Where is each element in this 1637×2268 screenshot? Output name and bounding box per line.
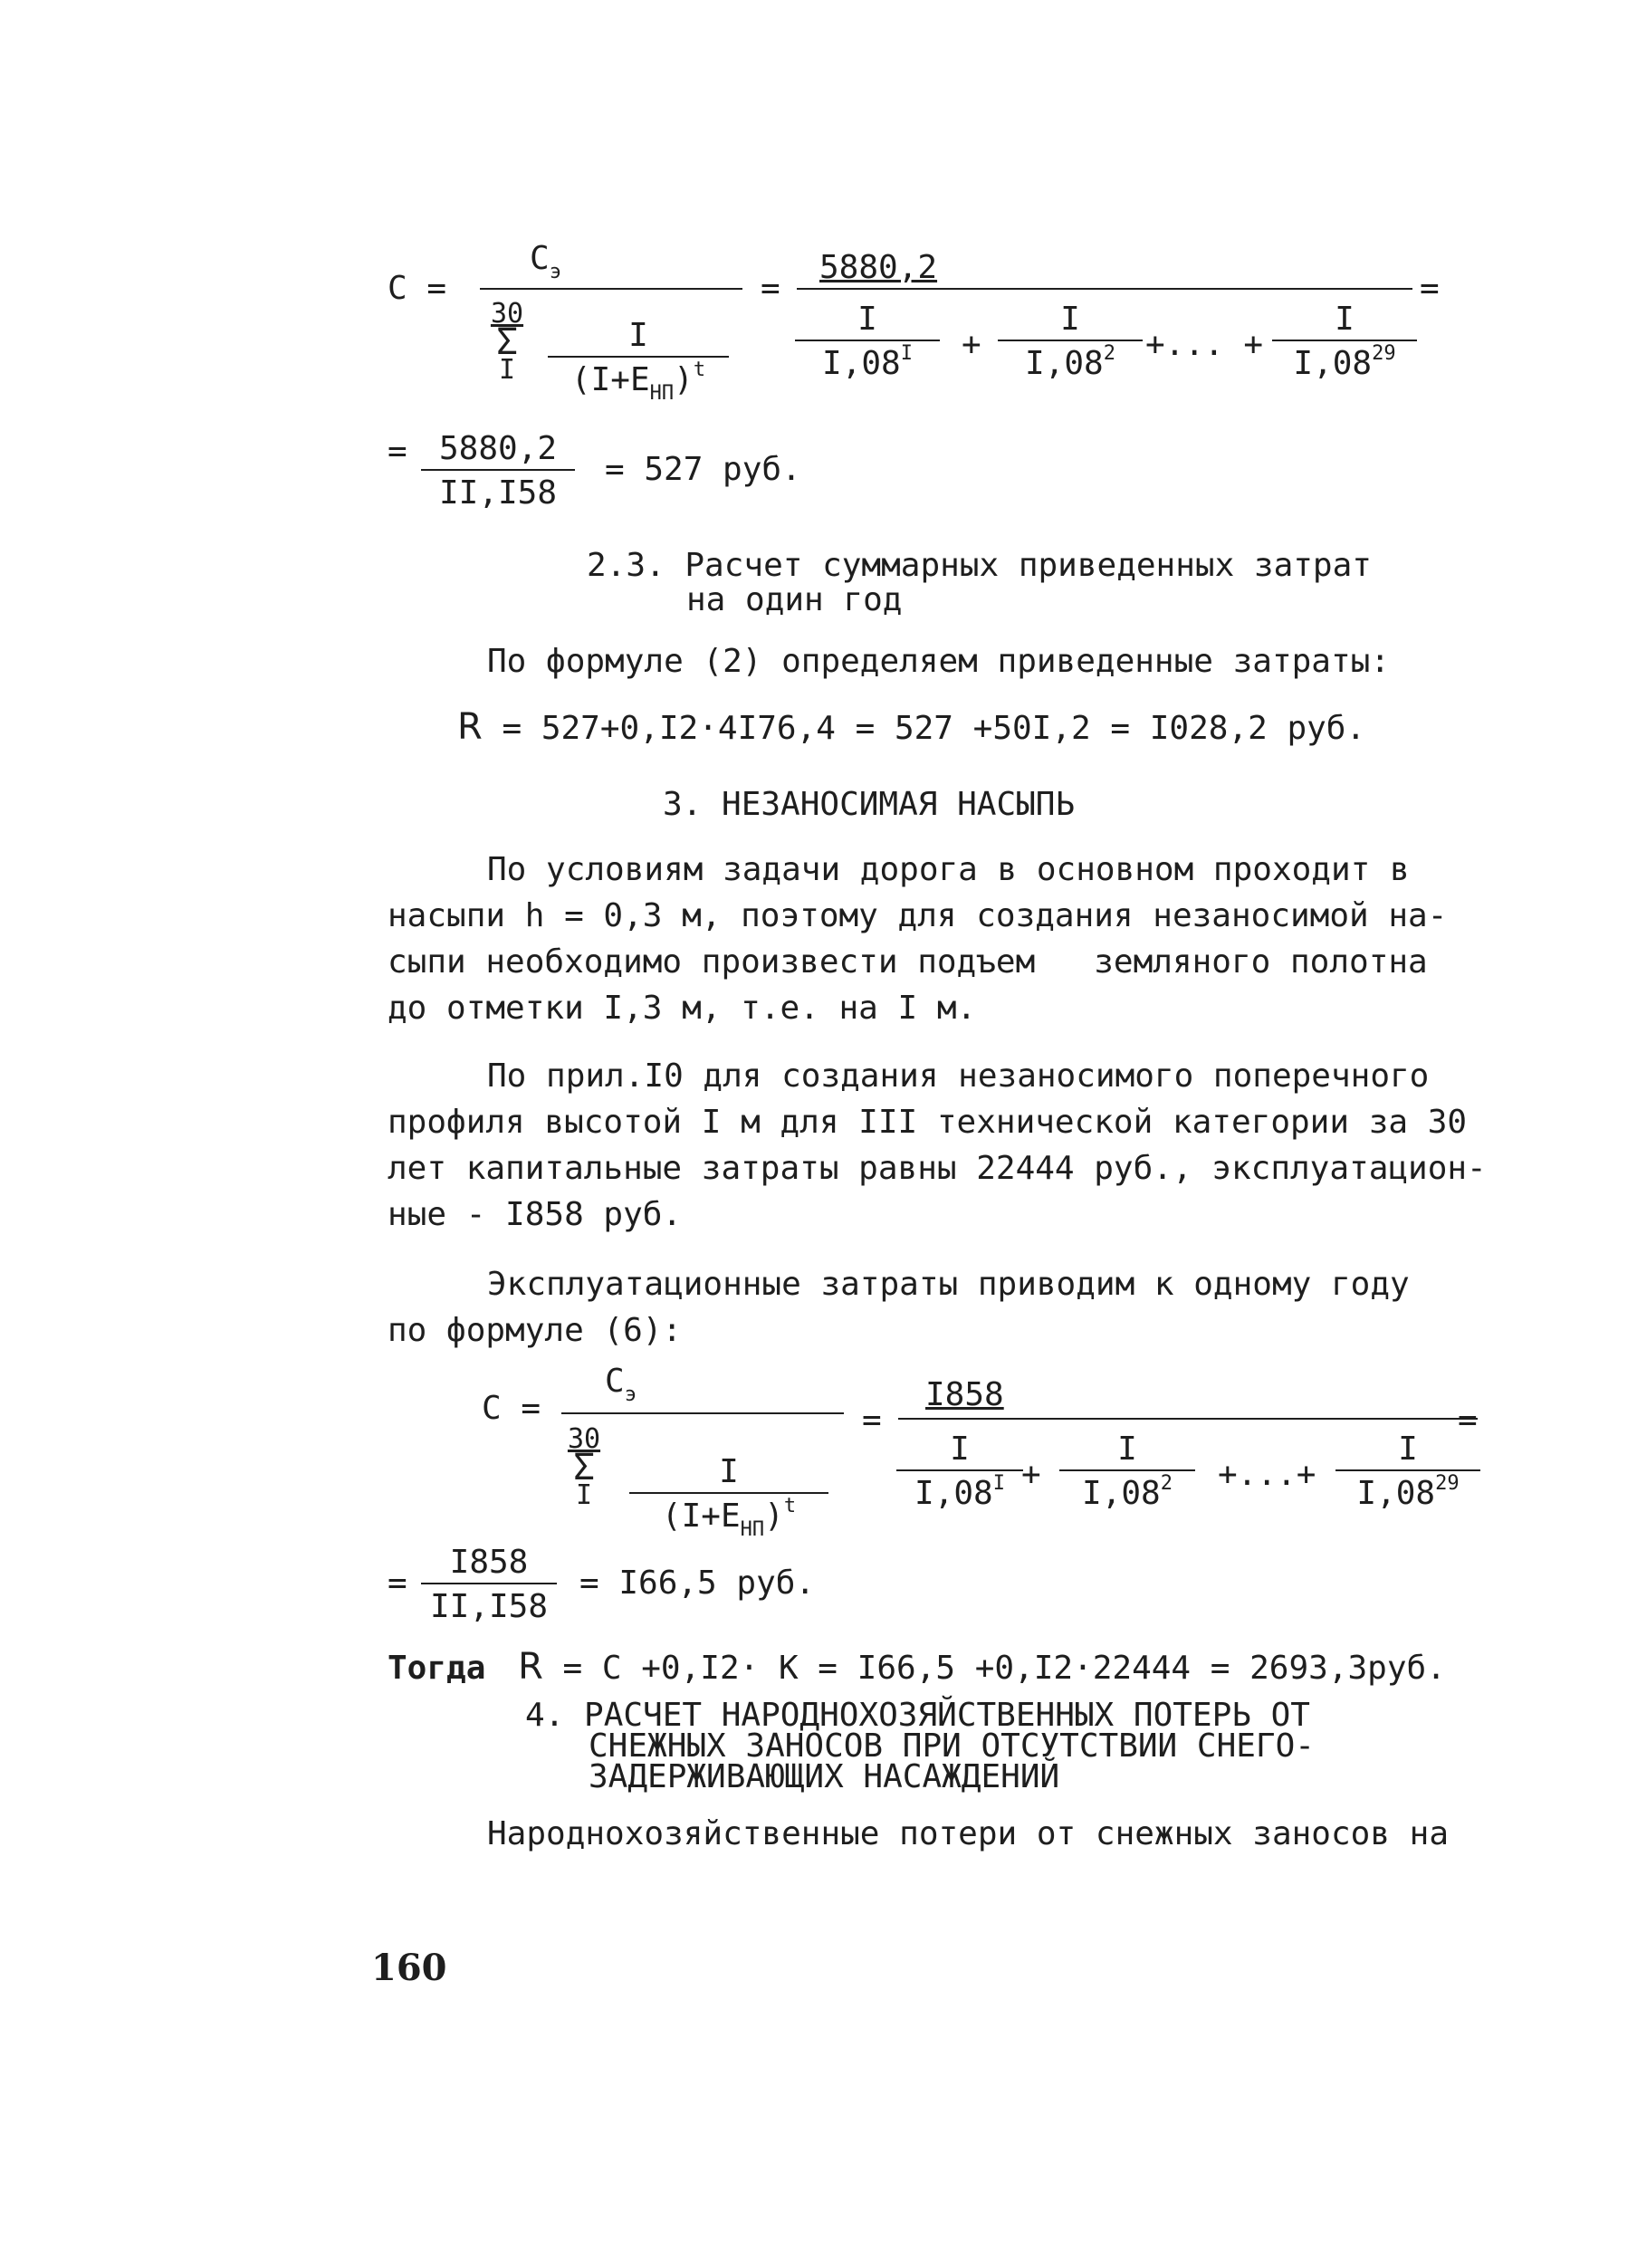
formula-2-lhs: C = [482,1390,541,1427]
r-equation-1-text: = 527+0,I2·4I76,4 = 527 +50I,2 = I028,2 руб. [502,710,1366,747]
paragraph-conditions-line-2: насыпи h = 0,3 м, поэтому для создания незаносимой на- [388,897,1448,934]
formula-2-inner-fraction: I $(I+E_{НП})^t$ [629,1453,828,1535]
paragraph-formula-2: По формуле (2) определяем приведенные затраты: [487,643,1390,680]
section-2-3-heading [587,549,1372,617]
formula-2-main-fraction-bar [561,1412,844,1414]
section-2-3-heading-line-2: на один год [686,581,903,618]
r-equation-1 [457,706,1365,748]
formula-2-equals-2: = [1458,1402,1478,1439]
formula-1-equals-2: = [1420,270,1440,307]
paragraph-appendix-line-2: профиля высотой I м для III технической категории за 30 [388,1104,1468,1141]
paragraph-operational [388,1261,1510,1354]
section-4-heading [525,1697,1315,1795]
formula-2-ellipsis: +...+ [1218,1456,1316,1493]
paragraph-operational-line-2: по формуле (6): [388,1312,683,1349]
formula-1-inner-fraction: I $(I+E_{НП})^t$ [548,317,729,398]
section-4-heading-line-1: 4. РАСЧЕТ НАРОДНОХОЗЯЙСТВЕННЫХ ПОТЕРЬ ОТ [525,1697,1310,1734]
formula-2-right-fraction-bar [898,1418,1478,1420]
section-4-heading-line-3: ЗАДЕРЖИВАЮЩИХ НАСАЖДЕНИЙ [589,1758,1060,1795]
r-equation-2-text: = C +0,I2· K = I66,5 +0,I2·22444 = 2693,3руб. [562,1650,1446,1687]
paragraph-appendix-line-1: По прил.I0 для создания незаносимого поперечного [487,1057,1430,1095]
section-2-3-heading-line-1: 2.3. Расчет суммарных приведенных затрат [587,547,1372,584]
formula-2-equals-1: = [862,1402,882,1439]
paragraph-losses: Народнохозяйственные потери от снежных заносов на [487,1815,1450,1852]
formula-1-lhs: C = [388,270,447,307]
formula-1-result-value: = 527 руб. [605,451,801,488]
section-4-heading-line-2: СНЕЖНЫХ ЗАНОСОВ ПРИ ОТСУТСТВИИ СНЕГО- [589,1727,1315,1765]
section-3-heading: 3. НЕЗАНОСИМАЯ НАСЫПЬ [663,786,1076,823]
formula-1-right-fraction-bar [797,288,1412,290]
formula-1-term-3: $\frac{I}{I,08^{29}}$ [1272,301,1417,382]
formula-1-plus: + [962,326,981,363]
paragraph-conditions-line-4: до отметки I,3 м, т.е. на I м. [388,990,977,1027]
formula-1-right-numerator: 5880,2 [819,249,938,286]
formula-1-result-fraction: $\frac{5880,2}{II,I58}$ [421,430,575,512]
formula-2-right-numerator: I858 [925,1376,1004,1413]
paragraph-conditions-line-1: По условиям задачи дорога в основном проходит в [487,851,1410,888]
paragraph-operational-line-1: Эксплуатационные затраты приводим к одному году [487,1266,1410,1303]
r-symbol-2: R [518,1646,543,1688]
paragraph-conditions-line-3: сыпи необходимо произвести подъем земляного полотна [388,943,1428,981]
formula-1-sum: 30 Σ I [490,298,524,386]
formula-1-ellipsis: +... + [1145,326,1264,363]
formula-2-result-equals: = [388,1565,407,1602]
r-symbol-1: R [457,706,483,748]
formula-2-result-fraction: $\frac{I858}{II,I58}$ [421,1544,557,1625]
page-number: 160 [371,1947,447,1989]
paragraph-appendix [388,1053,1510,1238]
paragraph-appendix-line-3: лет капитальные затраты равны 22444 руб., эксплуатацион- [388,1150,1487,1187]
formula-2-main-numerator: $С_э$ [605,1363,637,1406]
formula-2-term-2: $\frac{I}{I,08^2}$ [1059,1431,1195,1512]
formula-1-term-2: $\frac{I}{I,08^2}$ [998,301,1143,382]
formula-1-main-numerator: $С_э$ [530,240,561,283]
formula-2-term-3: $\frac{I}{I,08^{29}}$ [1335,1431,1480,1512]
formula-1-equals-1: = [761,270,780,307]
formula-1-result-equals: = [388,433,407,470]
formula-2-term-1: $\frac{I}{I,08^I}$ [896,1431,1023,1512]
formula-2-plus: + [1021,1456,1041,1493]
paragraph-appendix-line-4: ные - I858 руб. [388,1196,683,1233]
formula-1-main-fraction-bar [480,288,742,290]
r-equation-2 [388,1646,1446,1688]
r-equation-2-prefix: Тогда [388,1650,486,1687]
formula-2-result-value: = I66,5 руб. [579,1565,816,1602]
formula-2-sum: 30 Σ I [567,1423,601,1511]
paragraph-conditions [388,847,1510,1031]
formula-1-term-1: $\frac{I}{I,08^I}$ [795,301,940,382]
